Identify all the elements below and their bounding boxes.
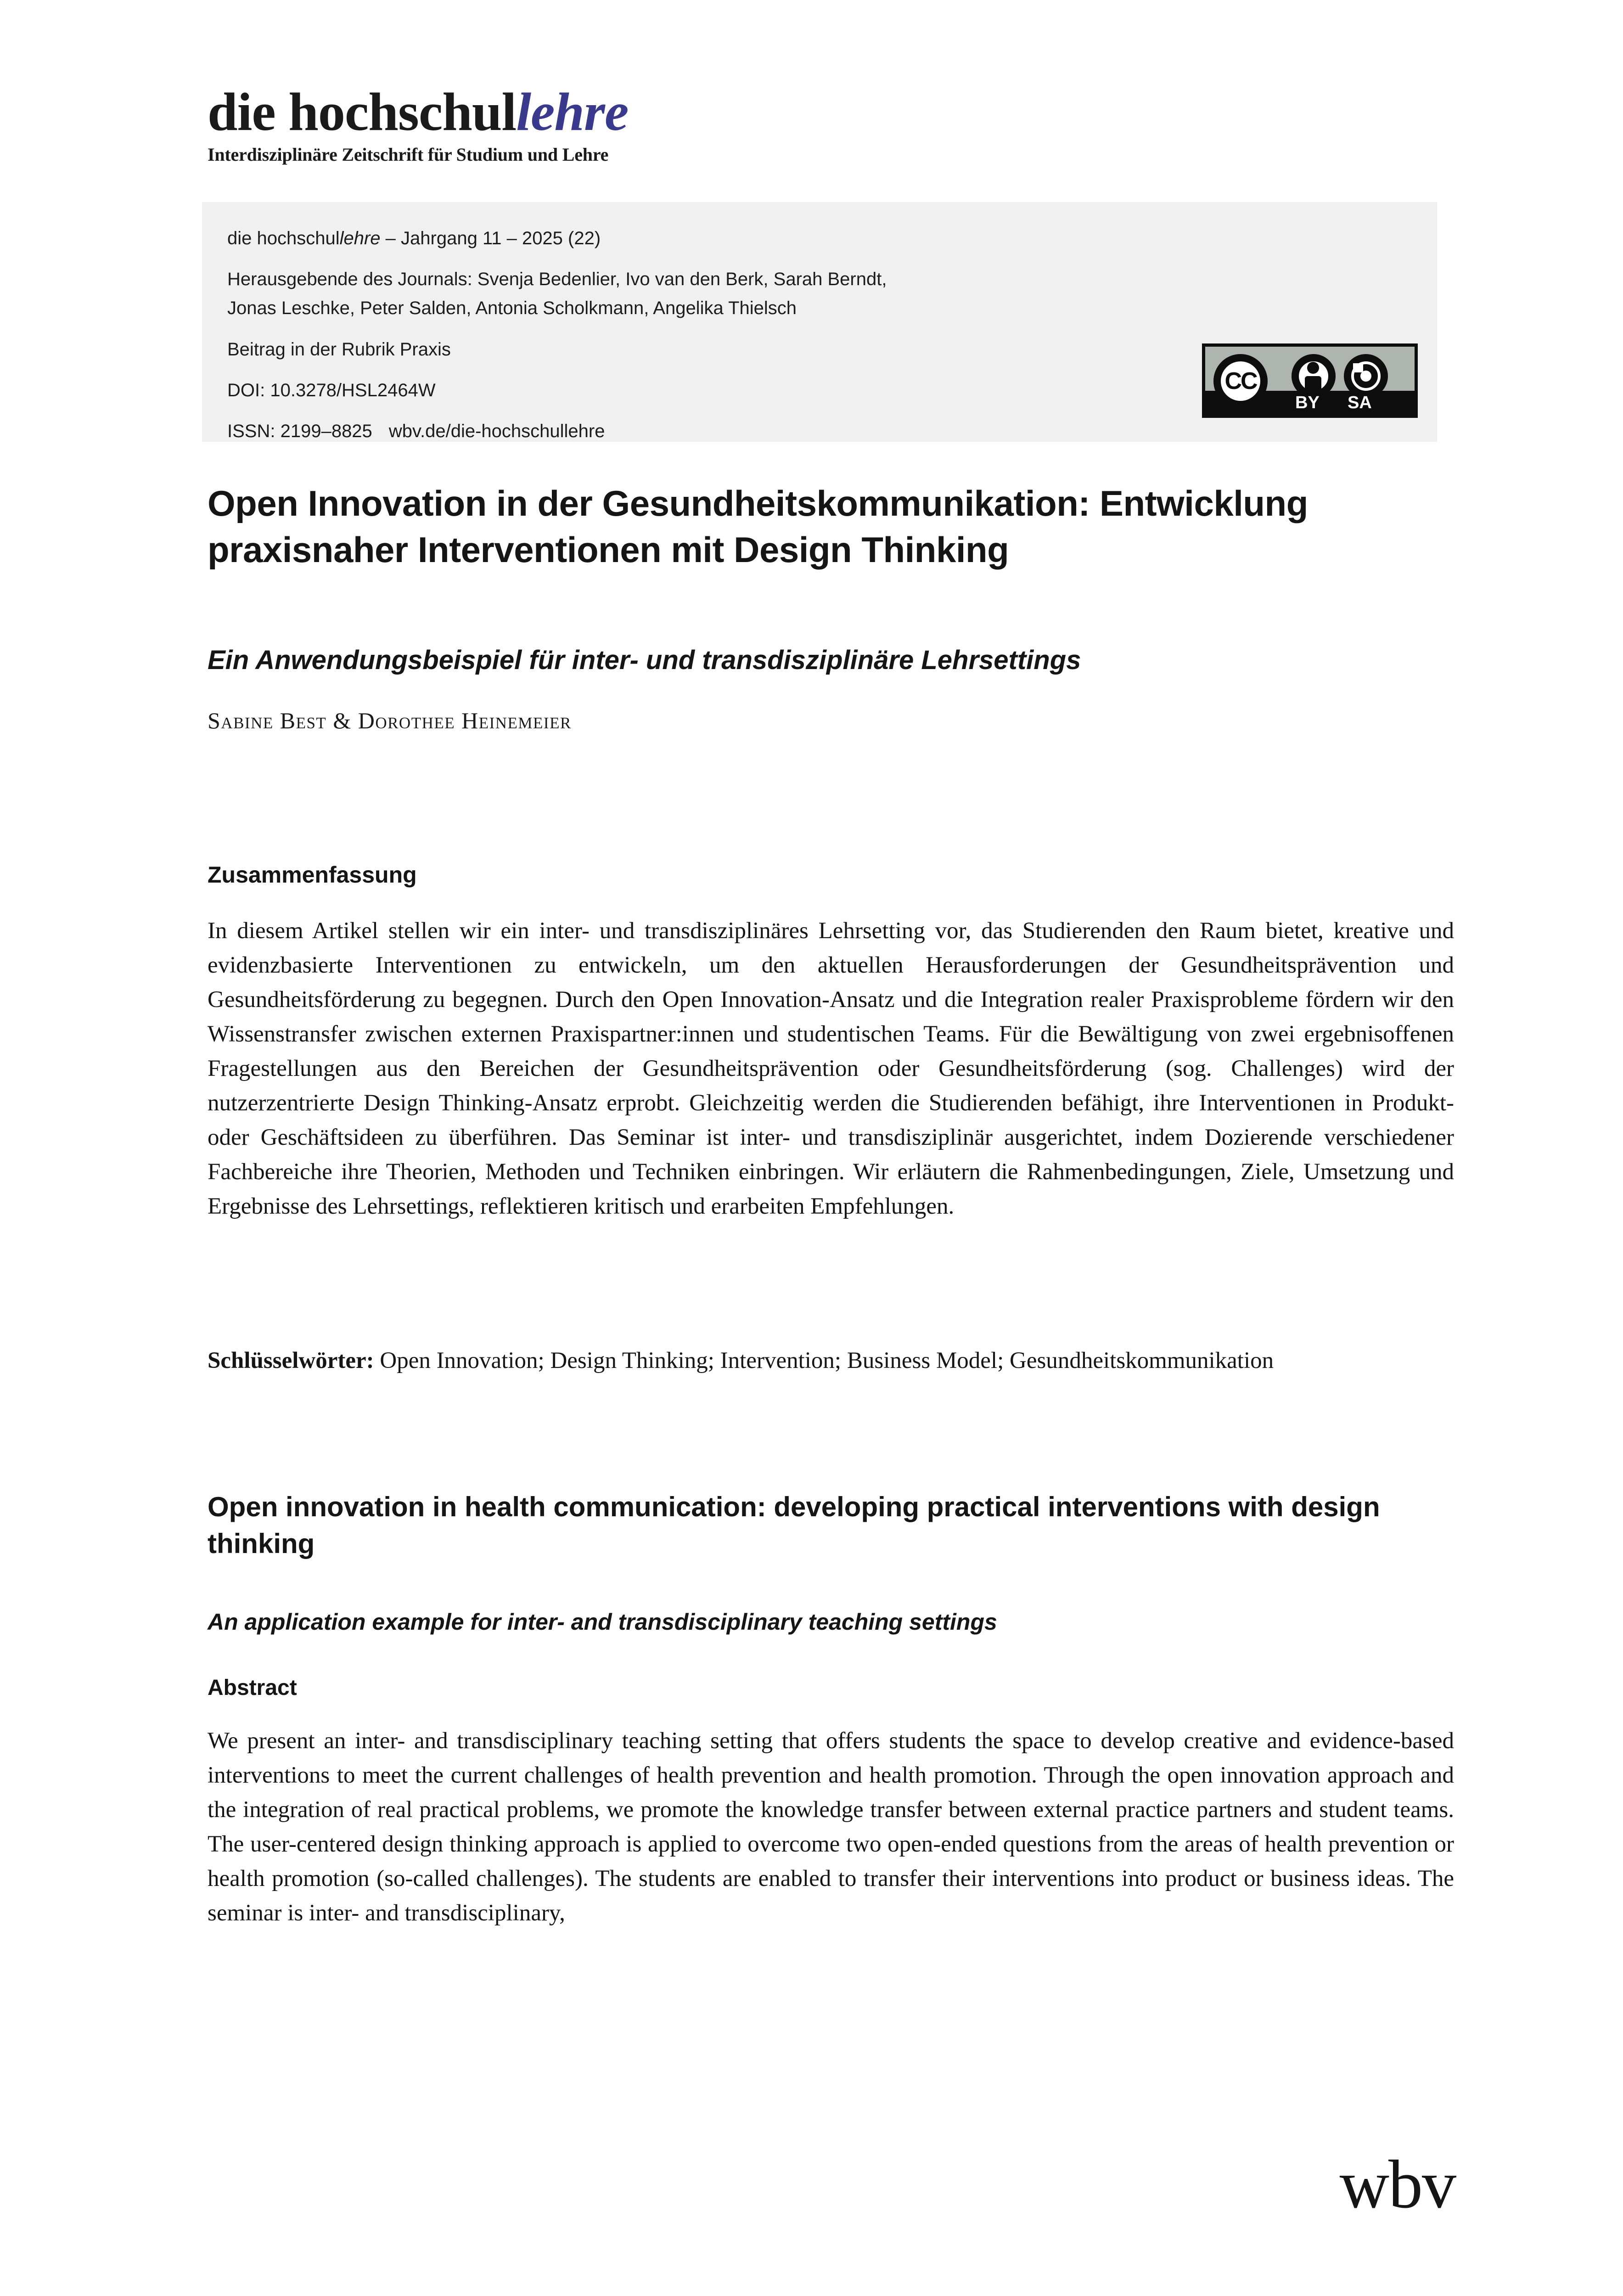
article-title-german: Open Innovation in der Gesundheitskommunikation: Entwicklung praxisnaher Interventionen mit Design Thinking: [208, 483, 1308, 570]
masthead-issue-prefix: die hochschul: [227, 228, 340, 248]
masthead-rubric: Beitrag in der Rubrik Praxis: [227, 339, 451, 360]
journal-logo: [208, 82, 781, 165]
heading-zusammenfassung: Zusammenfassung: [208, 862, 417, 888]
cc-person-head-icon: [1307, 362, 1319, 374]
masthead-issue-italic: lehre: [339, 228, 381, 248]
journal-logo-wordmark: [208, 82, 781, 142]
masthead-issue-suffix: – Jahrgang 11 – 2025 (22): [380, 228, 601, 248]
article-subtitle-german: Ein Anwendungsbeispiel für inter- und transdisziplinäre Lehrsettings: [208, 645, 1081, 675]
masthead-issn-line: [227, 417, 1214, 446]
heading-abstract: Abstract: [208, 1676, 297, 1700]
masthead-doi[interactable]: DOI: 10.3278/HSL2464W: [227, 380, 436, 400]
cc-by-label: BY: [1295, 393, 1320, 412]
cc-person-body-icon: [1305, 376, 1321, 392]
abstract-german: In diesem Artikel stellen wir ein inter- und transdisziplinäres Lehrsetting vor, das Studierenden den Raum bietet, kreative und evidenzbasierte Interventionen zu entwickeln, um den aktuellen Herausforderungen der Gesundheitsprävention und Gesundheitsförderung zu begegnen. Durch den Open Innovation-Ansatz und die Integration realer Praxisprobleme fördern wir den Wissenstransfer zwischen externen Praxispartner:innen und studentischen Teams. Für die Bewältigung von zwei ergebnisoffenen Fragestellungen aus den Bereichen der Gesundheitsprävention oder Gesundheitsförderung (sog. Challenges) wird der nutzerzentrierte Design Thinking-Ansatz erprobt. Gleichzeitig werden die Studierenden befähigt, ihre Interventionen in Produkt- oder Geschäftsideen zu überführen. Das Seminar ist inter- und transdisziplinär ausgerichtet, indem Dozierende verschiedener Fachbereiche ihre Theorien, Methoden und Techniken einbringen. Wir erläutern die Rahmenbedingungen, Ziele, Umsetzung und Ergebnisse des Lehrsettings, reflektieren kritisch und erarbeiten Empfehlungen.: [208, 918, 1454, 1219]
masthead-editors: [227, 265, 1214, 323]
masthead-url[interactable]: wbv.de/die-hochschullehre: [388, 421, 605, 441]
masthead-issue-line: [227, 224, 1214, 253]
article-title-english: Open innovation in health communication: developing practical interventions with design thinking: [208, 1491, 1380, 1559]
journal-logo-subtitle: Interdisziplinäre Zeitschrift für Studium und Lehre: [208, 144, 609, 165]
publisher-logo: wbv: [1339, 2146, 1455, 2223]
keywords-label: Schlüsselwörter:: [208, 1348, 374, 1373]
keywords-german: [208, 1344, 1454, 1378]
abstract-english: We present an inter- and transdisciplinary teaching setting that offers students the space to develop creative and evidence-based interventions to meet the current challenges of health prevention and health promotion. Through the open innovation approach and the integration of real practical problems, we promote the knowledge transfer between external practice partners and student teams. The user-centered design thinking approach is applied to overcome two open-ended questions from the areas of health prevention or health promotion (so-called challenges). The students are enabled to transfer their interventions into product or business ideas. The seminar is inter- and transdisciplinary,: [208, 1728, 1454, 1926]
masthead-info-text: [227, 224, 1214, 458]
keywords-values: Open Innovation; Design Thinking; Intervention; Business Model; Gesundheitskommunikation: [374, 1348, 1274, 1373]
cc-sharealike-notch-icon: [1353, 363, 1363, 372]
journal-logo-main: die hochschul: [208, 82, 517, 142]
creative-commons-badge[interactable]: [1202, 343, 1418, 418]
masthead-editors-line-2: Jonas Leschke, Peter Salden, Antonia Scholkmann, Angelika Thielsch: [227, 298, 797, 319]
journal-logo-accent: lehre: [516, 82, 629, 142]
cc-sa-label: SA: [1348, 393, 1372, 412]
cc-logo-label: CC: [1224, 368, 1257, 394]
masthead-issn: ISSN: 2199–8825: [227, 421, 372, 441]
masthead-editors-line-1: Herausgebende des Journals: Svenja Bedenlier, Ivo van den Berk, Sarah Berndt,: [227, 269, 887, 290]
article-subtitle-english: An application example for inter- and transdisciplinary teaching settings: [208, 1609, 997, 1635]
article-authors: Sabine Best & Dorothee Heinemeier: [208, 708, 572, 733]
